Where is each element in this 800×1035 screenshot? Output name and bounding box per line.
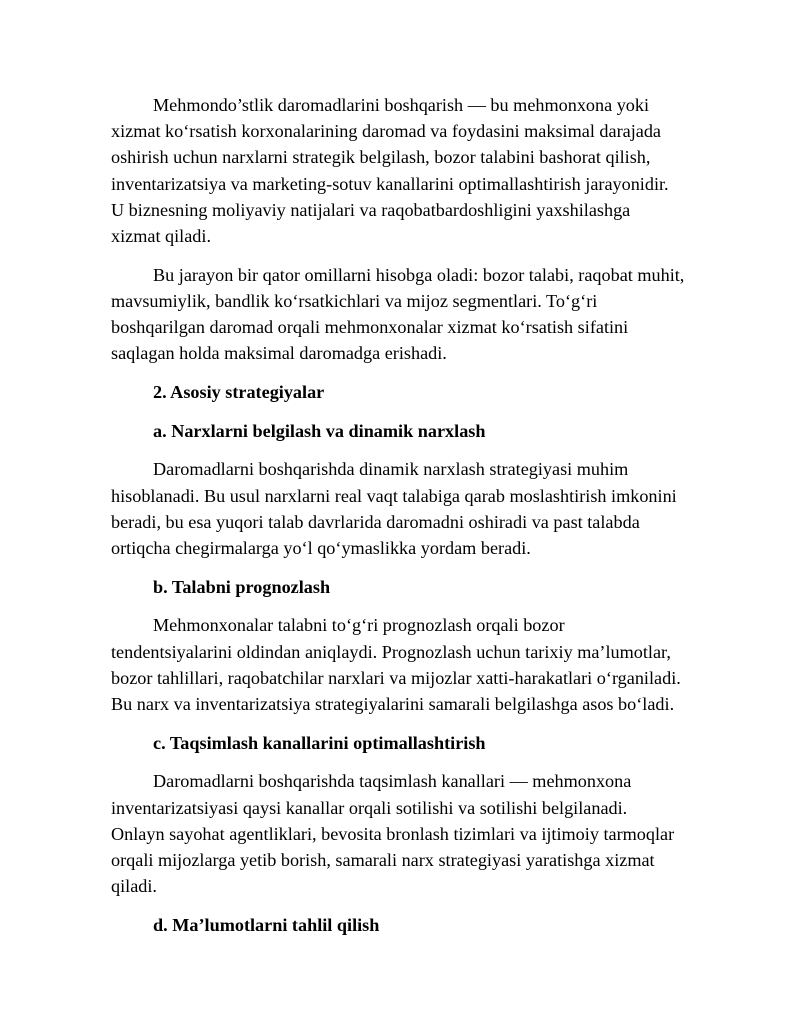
subsection-text-channels: Daromadlarni boshqarishda taqsimlash kanallari — mehmonxona inventarizatsiyasi qaysi kanallar orqali sotilishi va sotilishi belgilanadi. Onlayn sayohat agentliklari, bevosita bronlash tizimlari va ijtimoiy tarmoqlar orqali mijozlarga yetib borish, samarali narx strategiyasi yaratishga xizmat qiladi. xyxy=(111,771,675,897)
subsection-heading-channels: c. Taqsimlash kanallarini optimallashtirish xyxy=(153,732,486,753)
section-heading: 2. Asosiy strategiyalar xyxy=(153,382,325,403)
factors-paragraph: Bu jarayon bir qator omillarni hisobga oladi: bozor talabi, raqobat muhit, mavsumiylik, bandlik ko‘rsatkichlari va mijoz segmentlari. To‘g‘ri boshqarilgan daromad orqali mehmonxonalar xizmat ko‘rsatish sifatini saqlagan holda maksimal daromadga erishadi. xyxy=(111,264,685,364)
subsection-heading-forecasting: b. Talabni prognozlash xyxy=(153,576,331,597)
subsection-text-pricing: Daromadlarni boshqarishda dinamik narxlash strategiyasi muhim hisoblanadi. Bu usul narxlarni real vaqt talabiga qarab moslashtirish imkonini beradi, bu esa yuqori talab davrlarida daromadni oshiradi va past talabda ortiqcha chegirmalarga yo‘l qo‘ymaslikka yordam beradi. xyxy=(111,459,677,559)
subsection-heading-pricing: a. Narxlarni belgilash va dinamik narxlash xyxy=(153,420,486,441)
intro-paragraph: Mehmondo’stlik daromadlarini boshqarish — bu mehmonxona yoki xizmat ko‘rsatish korxonalarining daromad va foydasini maksimal darajada oshirish uchun narxlarni strategik belgilash, bozor talabini bashorat qilish, inventarizatsiya va marketing-sotuv kanallarini optimallashtirish jarayonidir. U biznesning moliyaviy natijalari va raqobatbardoshligini yaxshilashga xizmat qiladi. xyxy=(111,95,669,247)
subsection-heading-data-analysis: d. Ma’lumotlarni tahlil qilish xyxy=(153,914,380,935)
document-page xyxy=(111,92,733,951)
subsection-text-forecasting: Mehmonxonalar talabni to‘g‘ri prognozlash orqali bozor tendentsiyalarini oldindan aniqlaydi. Prognozlash uchun tarixiy ma’lumotlar, bozor tahlillari, raqobatchilar narxlari va mijozlar xatti-harakatlari o‘rganiladi. Bu narx va inventarizatsiya strategiyalarini samarali belgilashga asos bo‘ladi. xyxy=(111,615,681,715)
